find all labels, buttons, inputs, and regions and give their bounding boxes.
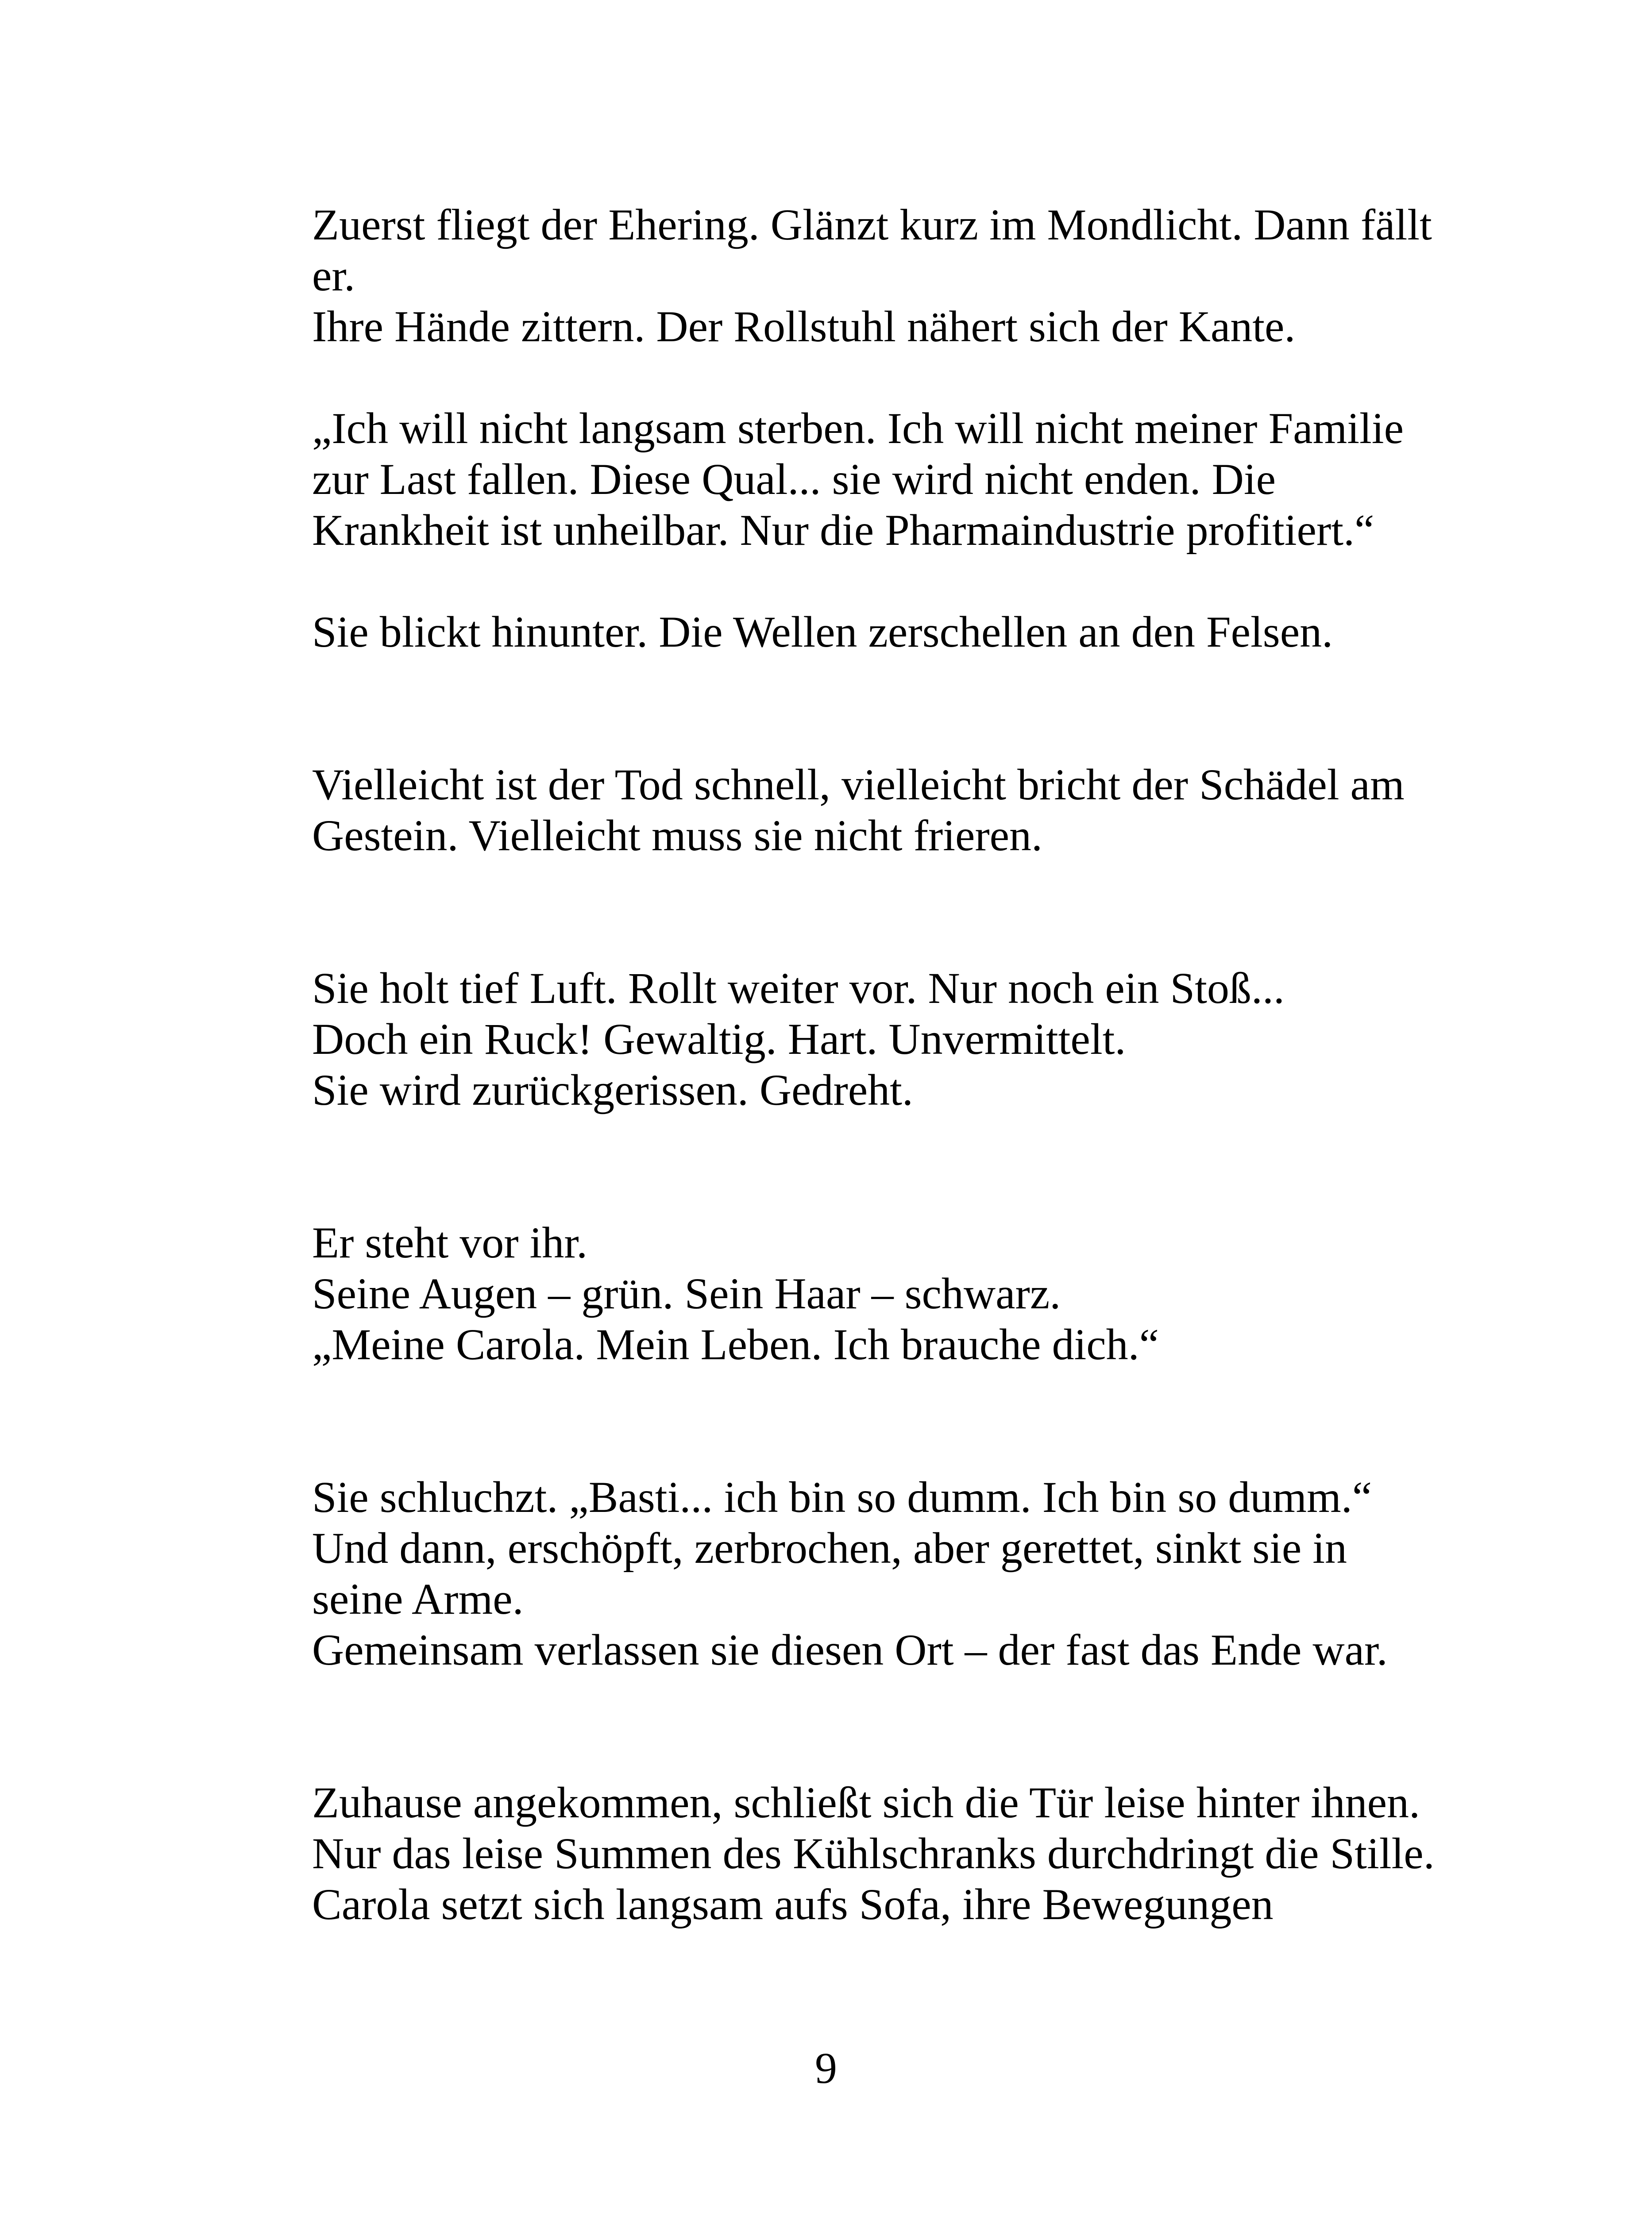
paragraph-spacer	[312, 657, 1463, 759]
text-line: zur Last fallen. Diese Qual... sie wird nicht enden. Die	[312, 455, 1276, 504]
text-line: seine Arme.	[312, 1574, 524, 1623]
paragraph-spacer	[312, 861, 1463, 963]
text-line: Zuerst fliegt der Ehering. Glänzt kurz im Mondlicht. Dann fällt	[312, 200, 1432, 249]
paragraph-spacer	[312, 352, 1463, 403]
paragraph-spacer	[312, 1115, 1463, 1217]
text-line: Er steht vor ihr.	[312, 1218, 588, 1267]
text-line: Gemeinsam verlassen sie diesen Ort – der fast das Ende war.	[312, 1625, 1388, 1674]
text-line: Sie blickt hinunter. Die Wellen zerschellen an den Felsen.	[312, 607, 1333, 656]
text-line: Sie wird zurückgerissen. Gedreht.	[312, 1065, 913, 1114]
text-line: „Ich will nicht langsam sterben. Ich will nicht meiner Familie	[312, 404, 1404, 453]
text-line: Vielleicht ist der Tod schnell, vielleicht bricht der Schädel am	[312, 760, 1405, 809]
paragraph-spacer	[312, 555, 1463, 606]
text-line: Doch ein Ruck! Gewaltig. Hart. Unvermittelt.	[312, 1014, 1126, 1064]
text-line: Zuhause angekommen, schließt sich die Tür leise hinter ihnen.	[312, 1778, 1420, 1827]
text-line: Seine Augen – grün. Sein Haar – schwarz.	[312, 1269, 1061, 1318]
text-line: Nur das leise Summen des Kühlschranks durchdringt die Stille.	[312, 1829, 1435, 1878]
text-line: Sie holt tief Luft. Rollt weiter vor. Nur noch ein Stoß...	[312, 964, 1285, 1013]
document-body	[312, 199, 1463, 1930]
text-line: er.	[312, 251, 355, 300]
text-line: Sie schluchzt. „Basti... ich bin so dumm. Ich bin so dumm.“	[312, 1473, 1372, 1522]
paragraph-spacer	[312, 1675, 1463, 1777]
text-line: Ihre Hände zittern. Der Rollstuhl nähert sich der Kante.	[312, 302, 1296, 351]
text-line: „Meine Carola. Mein Leben. Ich brauche dich.“	[312, 1320, 1159, 1369]
text-line: Carola setzt sich langsam aufs Sofa, ihre Bewegungen	[312, 1880, 1274, 1929]
page-number: 9	[815, 2043, 837, 2093]
text-line: Und dann, erschöpft, zerbrochen, aber gerettet, sinkt sie in	[312, 1523, 1347, 1573]
paragraph-spacer	[312, 1370, 1463, 1472]
text-line: Gestein. Vielleicht muss sie nicht frieren.	[312, 811, 1043, 860]
text-line: Krankheit ist unheilbar. Nur die Pharmaindustrie profitiert.“	[312, 505, 1374, 555]
